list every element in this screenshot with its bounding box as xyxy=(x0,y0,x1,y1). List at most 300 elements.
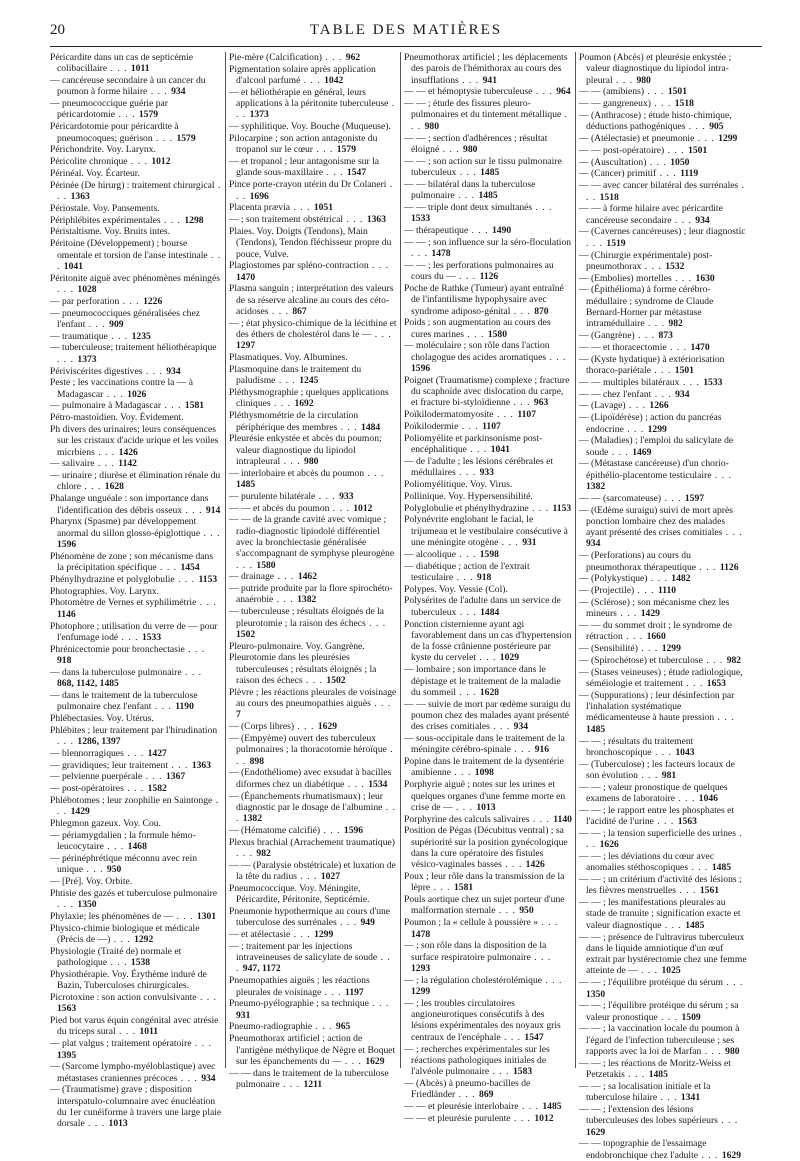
index-entry-text: Pollinique. Voy. Hypersensibilité. xyxy=(404,490,533,502)
index-entry xyxy=(404,491,572,502)
index-entry xyxy=(50,876,222,887)
index-entry-page: 1235 xyxy=(131,330,151,342)
index-entry-text: — (Projectile) xyxy=(579,585,635,597)
index-entry-text: Pneumothorax artificiel ; les déplacements des parois de l'hémithorax au cours des insufflations xyxy=(404,52,568,86)
index-entry-text: — (Perforations) au cours du pneumothorax thérapeutique xyxy=(579,550,697,573)
dot-leader: . . . xyxy=(528,502,553,514)
index-entry-page: 1484 xyxy=(361,421,381,433)
index-entry-text: — diabétique ; action de l'extrait testiculaire xyxy=(404,560,530,583)
index-entry-page: 963 xyxy=(533,397,549,409)
index-entry-text: — — dans le traitement de la tuberculose pulmonaire xyxy=(229,1067,389,1090)
index-entry-text: — (Traumatisme) grave ; disposition interspatulo-columnaire avec énucléation du 1er cunéiforme à travers une large plaie dorsale xyxy=(50,1084,222,1130)
dot-leader: . . . xyxy=(57,179,222,203)
index-entry xyxy=(50,493,222,516)
index-entry-page: 1382 xyxy=(242,813,262,825)
dot-leader: . . . xyxy=(107,330,132,342)
index-entry xyxy=(50,1061,222,1084)
dot-leader: . . . xyxy=(57,283,78,295)
index-entry xyxy=(579,828,747,851)
dot-leader: . . . xyxy=(616,608,641,620)
index-entry xyxy=(50,690,222,713)
dot-leader: . . . xyxy=(586,237,607,249)
index-entry xyxy=(50,725,222,748)
index-entry-text: — tuberculeuse ; résultats éloignés de la pleurotomie ; la raison des échecs xyxy=(229,606,385,629)
index-entry-page: 1583 xyxy=(512,1066,533,1078)
index-entry-page: 1628 xyxy=(104,481,124,493)
index-entry xyxy=(50,713,222,724)
index-entry xyxy=(579,851,747,874)
dot-leader: . . . xyxy=(323,167,347,179)
index-column-2 xyxy=(225,52,400,1090)
index-entry-text: — et tropanol ; leur antagonisme sur la glande sous-maxillaire xyxy=(229,156,379,179)
dot-leader: . . . xyxy=(430,882,454,894)
dot-leader: . . . xyxy=(196,597,217,609)
dot-leader: . . . xyxy=(458,421,483,432)
dot-leader: . . . xyxy=(200,527,221,539)
index-entry xyxy=(50,400,222,411)
index-entry-text: Phylaxie; les phénomènes de — xyxy=(50,910,174,922)
index-entry-text: — — et thoracectomie xyxy=(579,341,667,353)
index-entry xyxy=(229,121,397,132)
index-entry xyxy=(50,923,222,946)
index-entry-text: — (Épithélioma) à forme cérébro-médullaire ; syndrome de Claude Bernard-Horner par métastase intramédullaire xyxy=(579,284,714,330)
index-entry xyxy=(404,779,572,813)
index-entry-text: — — (sarcomateuse) xyxy=(579,492,662,504)
index-entry-text: Phtisie des gazés et tuberculose pulmonaire xyxy=(50,887,218,899)
index-entry-text: — drainage xyxy=(229,571,275,583)
index-entry-page: 1630 xyxy=(695,272,715,284)
index-entry-page: 1518 xyxy=(674,98,694,110)
index-entry-page: 1299 xyxy=(661,643,681,655)
index-entry-text: — ; son traitement obstétrical xyxy=(229,214,344,226)
dot-leader: . . . xyxy=(623,423,648,435)
index-entry-text: Photomètre de Vernes et syphilimétrie xyxy=(50,597,197,609)
dot-leader: . . . xyxy=(439,143,464,155)
index-entry xyxy=(50,853,222,876)
index-entry-page: 1502 xyxy=(326,675,346,687)
index-entry xyxy=(579,932,747,977)
index-entry-page: 1190 xyxy=(175,701,194,713)
index-entry-page: 1298 xyxy=(184,214,204,226)
index-entry-page: 1470 xyxy=(236,271,256,283)
index-entry-text: — — ; son influence sur la séro-floculation xyxy=(404,236,572,248)
index-entry-text: — — ; l'équilibre protéique du sérum ; sa valeur pronostique xyxy=(579,1000,739,1023)
index-entry-text: Poche de Rathke (Tumeur) ayant entraîné de l'infantilisme hypophysaire avec syndrome adiposo-génital xyxy=(404,282,564,317)
dot-leader: . . . xyxy=(57,249,222,272)
index-entry-page: 931 xyxy=(236,1009,251,1021)
index-entry-text: Périnée (De hirurg) : traitement chirurgical xyxy=(50,179,215,191)
index-entry-text: — — ; les réactions de Moritz-Weiss et Petzetakis xyxy=(579,1057,731,1081)
index-entry-text: — — ; la vaccination locale du poumon à l'égard de l'infection tuberculeuse ; ses rapports avec la loi de Marfan xyxy=(579,1023,740,1058)
dot-leader: . . . xyxy=(455,1089,480,1101)
index-entry-page: 1028 xyxy=(77,283,97,295)
index-entry xyxy=(50,992,222,1015)
dot-leader: . . . xyxy=(302,675,327,687)
index-entry-page: 982 xyxy=(256,847,271,859)
index-entry-text: Porphyrine des calculs salivaires xyxy=(404,813,530,825)
index-entry-page: 1146 xyxy=(57,608,76,620)
index-entry-text: Périnéal. Voy. Écarteur. xyxy=(50,167,140,179)
index-entry-text: Péricardite dans un cas de septicémie colibacillaire xyxy=(50,52,194,75)
index-entry xyxy=(229,652,397,686)
index-entry-text: Plaies. Voy. Doigts (Tendons), Main (Tendons), Tendon fléchisseur propre du pouce, Vulve. xyxy=(229,225,392,260)
dot-leader: . . . xyxy=(290,929,315,941)
index-entry xyxy=(50,771,222,782)
index-entry-page: 933 xyxy=(479,467,494,479)
dot-leader: . . . xyxy=(85,318,110,330)
dot-leader: . . . xyxy=(501,859,526,871)
dot-leader: . . . xyxy=(701,1046,726,1058)
index-entry-page: 1153 xyxy=(552,502,572,514)
dot-leader: . . . xyxy=(674,793,699,804)
index-entry-text: — — (Paralysie obstétricale) et luxation de la tête du radius xyxy=(229,859,396,883)
index-entry xyxy=(579,52,747,86)
dot-leader: . . . xyxy=(115,1026,140,1038)
index-entry xyxy=(404,479,572,490)
index-entry xyxy=(579,226,747,249)
index-entry-page: 1484 xyxy=(480,606,500,618)
dot-leader: . . . xyxy=(723,977,744,989)
index-entry xyxy=(404,619,572,664)
index-entry-page: 1051 xyxy=(313,202,333,214)
index-entry-text: Peste ; les vaccinations contre la — à Madagascar xyxy=(50,377,194,400)
index-entry-text: Poïkilodermatomyosite xyxy=(404,409,494,421)
dot-leader: . . . xyxy=(637,643,662,655)
index-entry xyxy=(579,412,747,435)
index-entry-text: — cancéreuse secondaire à un cancer du poumon à forme hilaire xyxy=(50,75,206,98)
index-entry-text: Poignet (Traumatisme) complexe ; fracture du scaphoïde avec dislocation du carpe, et fracture bi-styloïdienne xyxy=(404,374,570,409)
index-entry-page: 1470 xyxy=(690,341,710,353)
index-entry-text: — (Abcès) à pneumo-bacilles de Friedländer xyxy=(404,1077,531,1101)
index-entry xyxy=(229,179,397,202)
index-entry xyxy=(229,87,397,121)
index-entry xyxy=(579,1058,747,1081)
dot-leader: . . . xyxy=(647,573,672,585)
index-entry-text: Plasmatiques. Voy. Albumines. xyxy=(229,352,348,364)
index-entry-text: — (Sensibilité) xyxy=(579,643,638,655)
index-entry-text: — (Stases veineuses) ; étude radiologique, séméiologie et traitement xyxy=(579,666,743,690)
index-entry-text: — — ; présence de l'ultravirus tuberculeux dans le liquide amniotique d'un œuf extrait par hystérectomie chez une femme atteinte de — xyxy=(579,931,747,977)
index-entry xyxy=(50,946,222,969)
dot-leader: . . . xyxy=(456,606,481,618)
index-entry xyxy=(404,86,572,97)
dot-leader: . . . xyxy=(80,481,105,493)
dot-leader: . . . xyxy=(650,98,675,110)
index-entry-page: 934 xyxy=(695,214,710,226)
index-entry-page: 916 xyxy=(534,744,550,756)
index-entry-page: 1142 xyxy=(118,458,137,470)
index-entry-page: 941 xyxy=(482,74,497,86)
index-entry-text: Périchondrite. Voy. Larynx. xyxy=(50,144,156,156)
index-entry-page: 870 xyxy=(534,305,549,317)
index-entry-text: — — ; un critérium d'activité des lésions ; les fièvres menstruelles xyxy=(579,874,742,897)
index-entry xyxy=(579,86,747,97)
index-entry-text: — pelvienne puerpérale xyxy=(50,771,143,783)
index-entry-page: 1245 xyxy=(299,375,319,387)
index-entry-text: — putride produite par la flore spirochéto-anaérobie xyxy=(229,583,393,606)
index-entry xyxy=(579,330,747,341)
index-entry-text: Pléthysmographie ; quelques applications cliniques xyxy=(229,387,389,410)
dot-leader: . . . xyxy=(236,179,394,202)
dot-leader: . . . xyxy=(107,957,131,969)
index-entry-text: Plasmoquine dans le traitement du paludisme xyxy=(229,364,362,387)
dot-leader: . . . xyxy=(236,801,396,825)
page-title: TABLE DES MATIÈRES xyxy=(309,22,503,38)
index-entry xyxy=(50,760,222,771)
index-entry xyxy=(404,421,572,432)
index-entry-page: 1299 xyxy=(718,133,738,145)
dot-leader: . . . xyxy=(671,214,696,226)
index-entry-page: 931 xyxy=(522,536,537,548)
index-entry-page: 1485 xyxy=(685,919,705,931)
index-entry-page: 1426 xyxy=(118,446,138,458)
index-entry-text: — — ; les manifestations pleurales au stade de tranuite ; signification exacte et valeur diagnostique xyxy=(579,897,741,931)
index-entry-text: Péricardotomie pour péricardite à pneumocoques; guérison xyxy=(50,121,179,144)
index-entry-page: 1299 xyxy=(411,986,431,998)
index-entry-page: 934 xyxy=(201,1072,216,1084)
index-entry-text: Péristaltisme. Voy. Bruits intes. xyxy=(50,226,171,238)
index-entry xyxy=(50,470,222,493)
index-entry-page: 1482 xyxy=(671,573,691,585)
index-entry-text: Pneumo-radiographie xyxy=(229,1021,313,1033)
dot-leader: . . . xyxy=(320,824,344,836)
dot-leader: . . . xyxy=(532,86,557,98)
index-entry xyxy=(404,98,572,132)
index-entry xyxy=(404,975,572,998)
dot-leader: . . . xyxy=(365,617,387,629)
index-entry-page: 1013 xyxy=(108,1118,128,1130)
dot-leader: . . . xyxy=(177,1072,202,1084)
dot-leader: . . . xyxy=(371,329,392,341)
index-entry xyxy=(579,573,747,584)
index-entry-page: 1119 xyxy=(680,168,699,180)
index-entry-page: 949 xyxy=(360,917,375,929)
dot-leader: . . . xyxy=(191,1038,212,1050)
index-entry-page: 980 xyxy=(463,143,478,155)
index-entry-page: 1579 xyxy=(336,144,356,156)
dot-leader: . . . xyxy=(368,260,390,272)
index-entry-text: — — chez l'enfant xyxy=(579,388,652,400)
index-entry-text: — — ; l'équilibre protéique du sérum xyxy=(579,977,724,989)
index-entry-page: 1350 xyxy=(77,899,97,911)
index-entry xyxy=(50,795,222,818)
index-entry xyxy=(579,655,747,666)
index-entry xyxy=(229,514,397,570)
index-entry xyxy=(229,410,397,433)
index-entry-page: 965 xyxy=(335,1021,351,1033)
index-entry xyxy=(404,225,572,236)
dot-leader: . . . xyxy=(118,631,142,643)
dot-leader: . . . xyxy=(57,736,78,748)
dot-leader: . . . xyxy=(498,536,523,548)
index-entry xyxy=(229,1068,397,1091)
dot-leader: . . . xyxy=(666,341,691,353)
index-entry-page: 1653 xyxy=(706,678,726,690)
index-entry xyxy=(579,400,747,411)
index-entry-page: 1050 xyxy=(670,156,690,168)
index-entry-page: 980 xyxy=(725,1046,740,1058)
index-entry-text: Placenta prævia xyxy=(229,202,291,214)
index-entry xyxy=(579,1081,747,1104)
index-entry-page: 1012 xyxy=(151,156,171,168)
index-entry-page: 1629 xyxy=(721,1149,741,1161)
dot-leader: . . . xyxy=(702,654,727,666)
index-entry-page: 1628 xyxy=(479,686,500,698)
index-entry xyxy=(50,830,222,853)
index-entry xyxy=(50,342,222,365)
index-entry xyxy=(579,597,747,620)
index-entry-page: 1382 xyxy=(586,480,606,492)
index-entry xyxy=(50,621,222,644)
index-entry-text: Pied bot varus équin congénital avec atrésie du triceps sural xyxy=(50,1015,219,1038)
index-entry-text: — — à forme hilaire avec péricardite cancéreuse secondaire xyxy=(579,203,723,226)
index-entry-text: Photophore ; utilisation du verre de — pour l'enfumage iodé xyxy=(50,620,218,643)
index-entry xyxy=(50,644,222,667)
index-entry xyxy=(579,98,747,109)
index-entry-text: Pilocarpine ; son action antagoniste du tropanol sur le cœur xyxy=(229,133,378,156)
index-entry-page: 934 xyxy=(166,365,181,377)
index-entry-text: — — ; étude des fissures pleuro-pulmonaires et du tintement métallique xyxy=(404,98,562,121)
dot-leader: . . . xyxy=(151,701,176,713)
index-entry-text: — gravidiques; leur traitement xyxy=(50,759,169,771)
index-entry xyxy=(50,203,222,214)
dot-leader: . . . xyxy=(196,992,217,1004)
index-entry xyxy=(579,435,747,458)
index-entry-page: 898 xyxy=(249,755,264,767)
index-entry xyxy=(50,98,222,121)
index-entry xyxy=(229,791,397,825)
index-entry xyxy=(50,308,222,331)
dot-leader: . . . xyxy=(312,1021,336,1033)
index-entry xyxy=(579,690,747,735)
dot-leader: . . . xyxy=(411,109,569,132)
dot-leader: . . . xyxy=(57,795,220,818)
index-entry-page: 1107 xyxy=(482,421,501,432)
index-entry-page: 1478 xyxy=(411,928,431,940)
index-entry-page: 1395 xyxy=(57,1049,77,1061)
index-entry-text: Physiothérapie. Voy. Érythème induré de Bazin, Tuberculoses chirurgicales. xyxy=(50,968,207,992)
index-entry xyxy=(50,586,222,597)
index-column-3 xyxy=(400,52,575,1124)
index-entry xyxy=(229,52,397,63)
index-entry-text: — — ; l'extension des lésions tuberculeuses des lobes supérieurs xyxy=(579,1104,718,1127)
dot-leader: . . . xyxy=(529,813,554,825)
index-entry-page: 867 xyxy=(292,306,307,318)
index-entry-text: — — avec cancer bilatéral des surrénales xyxy=(579,180,739,192)
index-entry xyxy=(404,998,572,1043)
index-entry-text: Plèvre ; les réactions pleurales de voisinage au cours des pneumopathies aiguës xyxy=(229,686,397,710)
index-entry xyxy=(229,156,397,179)
index-entry xyxy=(579,736,747,759)
index-entry-text: — lombaire ; son importance dans le dépistage et le traitement de la maladie du sommeil xyxy=(404,664,561,698)
dot-leader: . . . xyxy=(637,769,662,781)
index-entry-text: — (Hématome calcifié) xyxy=(229,824,321,836)
index-entry xyxy=(229,998,397,1021)
index-entry-page: 1596 xyxy=(57,538,77,550)
index-entry-page: 1029 xyxy=(499,652,519,664)
dot-leader: . . . xyxy=(115,109,139,121)
index-entry xyxy=(404,514,572,548)
index-entry xyxy=(579,1000,747,1023)
dot-leader: . . . xyxy=(476,652,500,664)
dot-leader: . . . xyxy=(236,559,257,571)
index-entry-text: Physico-chimie biologique et médicale (Précis de —) xyxy=(50,922,200,946)
index-entry xyxy=(579,1023,747,1057)
dot-leader: . . . xyxy=(676,885,700,897)
index-entry xyxy=(404,664,572,698)
index-entry xyxy=(229,1021,397,1032)
dot-leader: . . . xyxy=(236,847,257,859)
index-entry-text: — ; les troubles circulatoires angioneurotiques consécutifs à des lésions expérimentales des noyaux gris centraux de l'encéphale xyxy=(404,997,561,1043)
dot-leader: . . . xyxy=(608,446,633,458)
index-entry-text: Ponction cisternienne ayant agi favorablement dans un cas d'hypertension de la fosse crânienne postérieure par kyste du cervelet xyxy=(404,618,572,664)
index-entry xyxy=(229,133,397,156)
index-entry-page: 1293 xyxy=(411,962,431,974)
dot-leader: . . . xyxy=(495,905,520,917)
index-entry xyxy=(404,52,572,86)
index-entry-page: 1501 xyxy=(667,86,687,98)
dot-leader: . . . xyxy=(173,910,197,922)
dot-leader: . . . xyxy=(84,1118,109,1130)
index-entry-page: 1286, 1397 xyxy=(77,736,121,748)
index-entry-text: — moléculaire ; son rôle dans l'action cholagogue des acides aromatiques xyxy=(404,340,550,363)
index-entry-text: Périphlébites expérimentales xyxy=(50,214,161,226)
index-entry xyxy=(404,283,572,317)
index-entry xyxy=(579,389,747,400)
index-entry xyxy=(50,783,222,794)
index-entry-text: — urinaire ; diurèse et élimination rénale du chlore xyxy=(50,470,221,493)
index-entry-page: 1501 xyxy=(674,365,694,377)
index-entry-text: — (Cavernes cancéreuses) ; leur diagnostic xyxy=(579,226,746,238)
index-entry xyxy=(229,1033,397,1067)
index-entry xyxy=(229,468,397,491)
index-entry xyxy=(579,550,747,573)
dot-leader: . . . xyxy=(455,271,480,283)
index-entry-page: 1197 xyxy=(345,986,364,998)
index-entry xyxy=(404,940,572,974)
dot-leader: . . . xyxy=(275,375,300,387)
index-entry-text: — (Lipoïdérèse) ; action du pancréas endocrine xyxy=(579,412,722,435)
index-entry xyxy=(50,121,222,144)
index-entry-text: — (Atélectasie) et pneumonie xyxy=(579,133,695,145)
dot-leader: . . . xyxy=(315,490,340,502)
index-entry-text: Pneumothorax artificiel ; action de l'antigène méthylique de Nègre et Boquet sur les épanchements du — xyxy=(229,1033,396,1067)
dot-leader: . . . xyxy=(456,686,480,698)
index-entry-text: — — ; sa localisation initiale et la tuberculose hilaire xyxy=(579,1080,711,1104)
index-entry xyxy=(579,250,747,273)
dot-leader: . . . xyxy=(717,1115,739,1127)
index-entry-text: — ; son rôle dans la disposition de la surface respiratoire pulmonaire xyxy=(404,940,547,963)
index-entry-text: — (Kyste hydatique) à extériorisation thoraco-pariétale xyxy=(579,353,725,377)
index-entry-text: Phénomène de zone ; son mécanisme dans la précipitation spécifique xyxy=(50,550,214,574)
index-entry xyxy=(404,1078,572,1101)
index-entry-page: 1363 xyxy=(366,214,387,226)
index-entry xyxy=(50,144,222,155)
index-entry-text: — purulente bilatérale xyxy=(229,490,316,502)
index-entry xyxy=(50,597,222,620)
index-entry-page: 1582 xyxy=(147,783,167,795)
dot-leader: . . . xyxy=(711,469,732,481)
index-entry-text: Porphyrie aiguë ; notes sur les urines et quelques organes d'une femme morte en crise de — xyxy=(404,779,566,813)
index-entry-page: 1013 xyxy=(476,801,496,813)
index-entry xyxy=(579,110,747,133)
dot-leader: . . . xyxy=(337,421,362,433)
index-entry-text: — — post-opératoire) xyxy=(579,144,665,156)
dot-leader: . . . xyxy=(321,986,346,998)
dot-leader: . . . xyxy=(634,330,659,342)
index-entry xyxy=(579,493,747,504)
dot-leader: . . . xyxy=(625,400,650,412)
